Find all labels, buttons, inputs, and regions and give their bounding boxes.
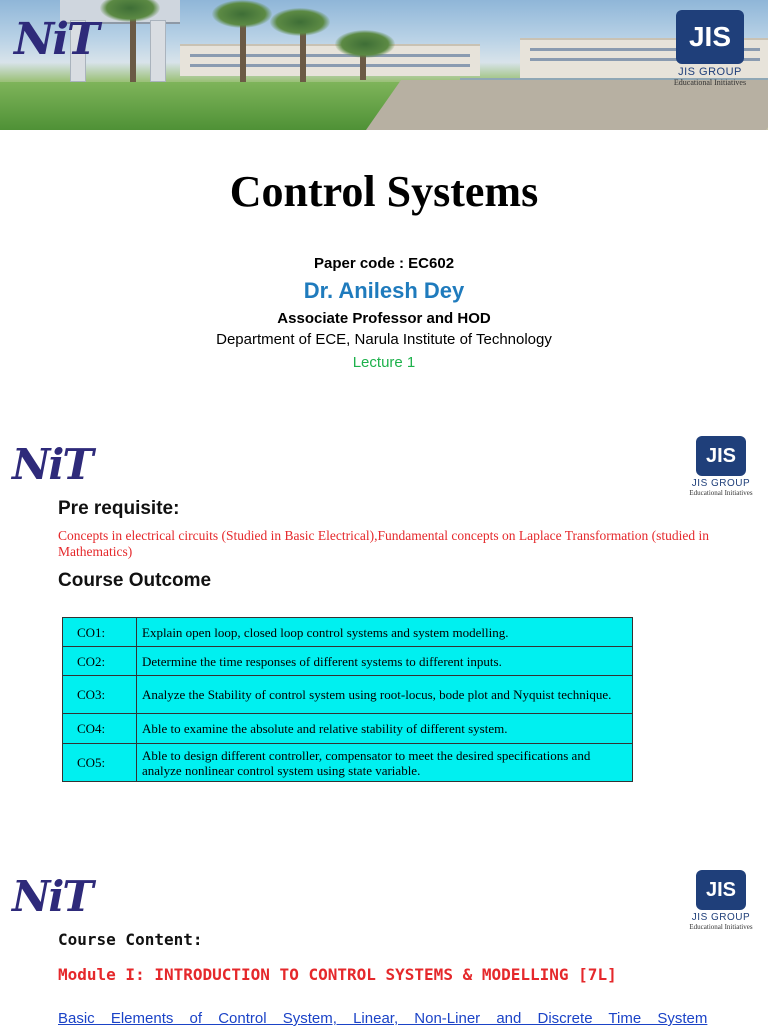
jis-tagline: Educational Initiatives [689,923,753,931]
nit-logo: NiT [14,14,98,65]
jis-group-logo [684,870,758,931]
jis-group-logo [664,10,756,87]
course-outcome-heading: Course Outcome [58,570,212,591]
outcome-code: CO4: [63,714,137,744]
jis-tagline: Educational Initiatives [673,78,747,87]
prerequisite-text: Concepts in electrical circuits (Studied in Basic Electrical),Fundamental concepts on Laplace Transformation (studied in Mathematics) [58,528,709,559]
module-text: Basic Elements of Control System, Linear, Non-Liner and Discrete Time System [58,1010,708,1027]
table-row [63,618,633,647]
jis-tagline: Educational Initiatives [689,489,753,497]
prerequisite-heading: Pre requisite: [58,498,180,519]
course-content-heading: Course Content: [58,930,203,949]
jis-group-text: JIS GROUP [691,478,751,489]
lecture-number: Lecture 1 [352,354,416,371]
module-heading: Module I: INTRODUCTION TO CONTROL SYSTEMS & MODELLING [7L] [58,965,617,984]
table-row [63,744,633,782]
course-content-slide [0,850,768,1027]
campus-banner-image [0,0,768,130]
paper-code: Paper code : EC602 [313,255,455,272]
course-outcome-table [62,617,633,782]
outcome-text: Able to design different controller, compensator to meet the desired specifications and analyze nonlinear control system using state variable. [137,744,633,782]
jis-mark: JIS [676,10,744,64]
author-name: Dr. Anilesh Dey [303,278,465,303]
outcome-code: CO1: [63,618,137,647]
nit-logo: NiT [12,872,92,921]
jis-group-logo [684,436,758,497]
table-row [63,714,633,744]
course-title: Control Systems [229,167,539,216]
outcome-code: CO2: [63,647,137,676]
author-designation: Associate Professor and HOD [277,310,491,327]
jis-group-text: JIS GROUP [678,66,742,78]
outcome-code: CO5: [63,744,137,782]
jis-mark: JIS [696,870,746,910]
table-row [63,647,633,676]
prerequisite-slide [0,418,768,818]
jis-group-text: JIS GROUP [691,912,751,923]
jis-mark: JIS [696,436,746,476]
nit-logo: NiT [12,440,92,489]
outcome-text: Analyze the Stability of control system using root-locus, bode plot and Nyquist technique. [137,676,633,714]
outcome-text: Explain open loop, closed loop control systems and system modelling. [137,618,633,647]
outcome-code: CO3: [63,676,137,714]
table-row [63,676,633,714]
title-slide [0,0,768,410]
outcome-text: Determine the time responses of different systems to different inputs. [137,647,633,676]
outcome-text: Able to examine the absolute and relative stability of different system. [137,714,633,744]
department: Department of ECE, Narula Institute of Technology [216,331,552,348]
